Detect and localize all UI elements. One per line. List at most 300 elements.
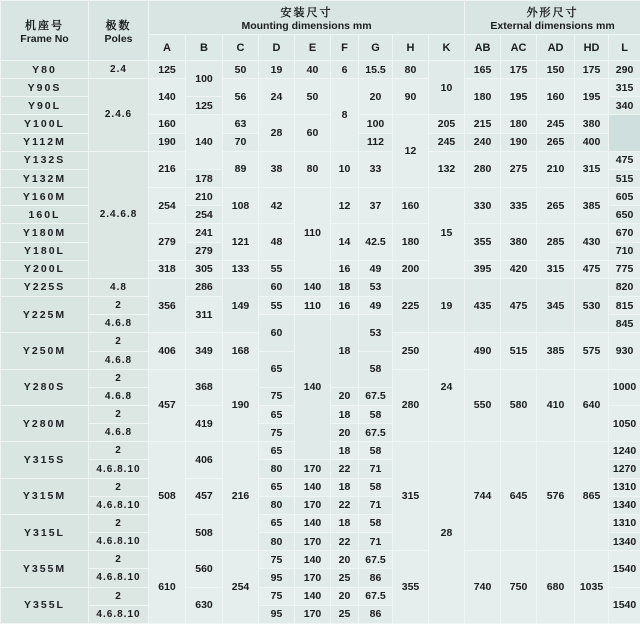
value-cell: 140: [295, 514, 331, 532]
frame-cell: Y355L: [1, 587, 89, 623]
poles-cell: 4.6.8: [89, 315, 149, 333]
value-cell: 515: [609, 169, 640, 187]
frame-cell: Y250M: [1, 333, 89, 369]
value-cell: 89: [223, 151, 259, 187]
value-cell: 50: [295, 79, 331, 115]
table-row: [1, 79, 640, 97]
value-cell: 71: [359, 533, 393, 551]
value-cell: 670: [609, 224, 640, 242]
value-cell: 70: [223, 133, 259, 151]
value-cell: 576: [537, 442, 575, 551]
value-cell: 50: [223, 61, 259, 79]
value-cell: 475: [501, 278, 537, 332]
value-cell: 95: [259, 569, 295, 587]
value-cell: 132: [429, 151, 465, 187]
column-header-AC: AC: [501, 35, 537, 61]
frame-cell: Y160M: [1, 188, 89, 206]
frame-cell: Y132M: [1, 169, 89, 187]
value-cell: 406: [149, 333, 186, 369]
poles-cell: 2: [89, 514, 149, 532]
value-cell: 20: [359, 79, 393, 115]
value-cell: 820: [609, 278, 640, 296]
value-cell: 385: [575, 188, 609, 224]
value-cell: 15: [429, 188, 465, 279]
value-cell: 19: [429, 278, 465, 332]
value-cell: 24: [259, 79, 295, 115]
value-cell: 195: [575, 79, 609, 115]
value-cell: 100: [186, 61, 223, 97]
frame-cell: Y315M: [1, 478, 89, 514]
poles-cell: 4.6.8: [89, 387, 149, 405]
value-cell: 49: [359, 297, 393, 315]
value-cell: 430: [575, 224, 609, 260]
value-cell: 10: [429, 61, 465, 115]
table-row: [1, 551, 640, 569]
value-cell: 25: [331, 569, 359, 587]
value-cell: 508: [186, 514, 223, 550]
value-cell: 65: [259, 351, 295, 387]
value-cell: 170: [295, 569, 331, 587]
value-cell: 65: [259, 514, 295, 532]
value-cell: 12: [331, 188, 359, 224]
value-cell: 16: [331, 297, 359, 315]
value-cell: 275: [501, 151, 537, 187]
value-cell: 110: [295, 297, 331, 315]
column-header-D: D: [259, 35, 295, 61]
value-cell: 680: [537, 551, 575, 624]
value-cell: 67.5: [359, 587, 393, 605]
frame-cell: 160L: [1, 206, 89, 224]
value-cell: 285: [537, 224, 575, 260]
value-cell: 18: [331, 442, 359, 460]
value-cell: 20: [331, 387, 359, 405]
value-cell: 210: [186, 188, 223, 206]
value-cell: 318: [149, 260, 186, 278]
value-cell: 121: [223, 224, 259, 260]
frame-cell: Y225M: [1, 297, 89, 333]
poles-cell: 4.6.8.10: [89, 460, 149, 478]
value-cell: 18: [331, 514, 359, 532]
header-mounting-dimensions: [149, 1, 465, 35]
table-body: [1, 61, 640, 624]
column-header-K: K: [429, 35, 465, 61]
value-cell: 400: [575, 133, 609, 151]
poles-cell: 2: [89, 478, 149, 496]
value-cell: 165: [465, 61, 501, 79]
value-cell: 20: [331, 551, 359, 569]
value-cell: 305: [186, 260, 223, 278]
value-cell: 149: [223, 278, 259, 332]
header-external-zh: 外形尺寸: [526, 6, 579, 19]
value-cell: 930: [609, 333, 640, 369]
value-cell: 22: [331, 460, 359, 478]
poles-cell: 2: [89, 333, 149, 351]
value-cell: 42.5: [359, 224, 393, 260]
value-cell: 38: [259, 151, 295, 187]
value-cell: 254: [223, 551, 259, 624]
value-cell: 508: [149, 442, 186, 551]
value-cell: 170: [295, 460, 331, 478]
value-cell: 1540: [609, 587, 640, 623]
value-cell: 490: [465, 333, 501, 369]
value-cell: 48: [259, 224, 295, 260]
value-cell: 12: [393, 115, 429, 188]
frame-cell: Y225S: [1, 278, 89, 296]
column-header-B: B: [186, 35, 223, 61]
value-cell: 125: [149, 61, 186, 79]
frame-cell: Y280M: [1, 405, 89, 441]
value-cell: 190: [501, 133, 537, 151]
value-cell: 356: [149, 278, 186, 332]
value-cell: 225: [393, 278, 429, 332]
frame-cell: Y132S: [1, 151, 89, 169]
value-cell: 80: [295, 151, 331, 187]
value-cell: 24: [429, 333, 465, 442]
value-cell: 645: [501, 442, 537, 551]
poles-cell: 4.6.8: [89, 424, 149, 442]
value-cell: 254: [186, 206, 223, 224]
value-cell: 1540: [609, 551, 640, 587]
value-cell: 1340: [609, 496, 640, 514]
value-cell: 108: [223, 188, 259, 224]
poles-cell: 4.6.8.10: [89, 605, 149, 623]
poles-cell: 2: [89, 297, 149, 315]
column-header-AB: AB: [465, 35, 501, 61]
value-cell: 385: [537, 333, 575, 369]
value-cell: 330: [465, 188, 501, 224]
value-cell: 210: [537, 151, 575, 187]
value-cell: 575: [575, 333, 609, 369]
value-cell: 75: [259, 551, 295, 569]
poles-cell: 2.4: [89, 61, 149, 79]
value-cell: 125: [186, 97, 223, 115]
value-cell: 195: [501, 79, 537, 115]
value-cell: 245: [537, 115, 575, 133]
value-cell: 58: [359, 405, 393, 423]
value-cell: 140: [186, 115, 223, 169]
value-cell: 475: [575, 260, 609, 278]
value-cell: 60: [259, 315, 295, 351]
value-cell: 1310: [609, 514, 640, 532]
value-cell: 60: [259, 278, 295, 296]
value-cell: 80: [259, 496, 295, 514]
header-mounting-en: Mounting dimensions mm: [241, 19, 372, 32]
value-cell: 160: [149, 115, 186, 133]
value-cell: 58: [359, 478, 393, 496]
value-cell: 865: [575, 442, 609, 551]
value-cell: 279: [149, 224, 186, 260]
value-cell: 80: [259, 533, 295, 551]
frame-cell: Y280S: [1, 369, 89, 405]
value-cell: 640: [575, 369, 609, 442]
value-cell: 67.5: [359, 551, 393, 569]
value-cell: 240: [465, 133, 501, 151]
value-cell: 280: [393, 369, 429, 442]
value-cell: 580: [501, 369, 537, 442]
value-cell: 60: [295, 115, 331, 151]
value-cell: 65: [259, 442, 295, 460]
value-cell: 845: [609, 315, 640, 333]
poles-cell: 4.6.8.10: [89, 533, 149, 551]
value-cell: 216: [149, 151, 186, 187]
value-cell: 140: [149, 79, 186, 115]
value-cell: 280: [465, 151, 501, 187]
value-cell: 63: [223, 115, 259, 133]
value-cell: 315: [393, 442, 429, 551]
value-cell: 650: [609, 206, 640, 224]
column-header-E: E: [295, 35, 331, 61]
column-header-F: F: [331, 35, 359, 61]
value-cell: 100: [359, 115, 393, 133]
value-cell: 419: [186, 405, 223, 441]
header-external-dimensions: [465, 1, 640, 35]
poles-cell: 2.4.6.8: [89, 151, 149, 278]
value-cell: 355: [393, 551, 429, 624]
value-cell: 290: [609, 61, 640, 79]
value-cell: 1270: [609, 460, 640, 478]
frame-cell: Y355M: [1, 551, 89, 587]
column-header-G: G: [359, 35, 393, 61]
poles-cell: 4.6.8.10: [89, 496, 149, 514]
value-cell: 80: [259, 460, 295, 478]
value-cell: 315: [575, 151, 609, 187]
value-cell: 368: [186, 369, 223, 405]
value-cell: 20: [331, 424, 359, 442]
value-cell: 1035: [575, 551, 609, 624]
value-cell: 380: [575, 115, 609, 133]
value-cell: 1340: [609, 533, 640, 551]
value-cell: 200: [393, 260, 429, 278]
value-cell: 18: [331, 315, 359, 388]
value-cell: 160: [537, 79, 575, 115]
value-cell: 515: [501, 333, 537, 369]
header-mounting-zh: 安装尺寸: [280, 6, 333, 19]
value-cell: 56: [223, 79, 259, 115]
value-cell: 180: [465, 79, 501, 115]
value-cell: 345: [537, 278, 575, 332]
value-cell: 140: [295, 587, 331, 605]
value-cell: 475: [609, 151, 640, 169]
column-header-A: A: [149, 35, 186, 61]
poles-cell: 2: [89, 551, 149, 569]
value-cell: 815: [609, 297, 640, 315]
value-cell: 311: [186, 297, 223, 333]
frame-cell: Y112M: [1, 133, 89, 151]
value-cell: 190: [223, 369, 259, 442]
value-cell: 279: [186, 242, 223, 260]
value-cell: 55: [259, 297, 295, 315]
value-cell: 190: [149, 133, 186, 151]
value-cell: 22: [331, 496, 359, 514]
value-cell: 110: [295, 188, 331, 279]
value-cell: 95: [259, 605, 295, 623]
frame-cell: Y200L: [1, 260, 89, 278]
value-cell: 67.5: [359, 424, 393, 442]
value-cell: 560: [186, 551, 223, 587]
value-cell: 19: [259, 61, 295, 79]
value-cell: 1050: [609, 405, 640, 441]
value-cell: 710: [609, 242, 640, 260]
header-poles-zh: 极数: [105, 19, 132, 32]
column-header-L: L: [609, 35, 640, 61]
value-cell: 14: [331, 224, 359, 260]
value-cell: 55: [259, 260, 295, 278]
frame-cell: Y80: [1, 61, 89, 79]
value-cell: 215: [465, 115, 501, 133]
value-cell: 75: [259, 424, 295, 442]
value-cell: 775: [609, 260, 640, 278]
value-cell: 140: [295, 315, 331, 460]
value-cell: 605: [609, 188, 640, 206]
poles-cell: 4.8: [89, 278, 149, 296]
value-cell: 744: [465, 442, 501, 551]
value-cell: 178: [186, 169, 223, 187]
value-cell: 86: [359, 569, 393, 587]
value-cell: 58: [359, 514, 393, 532]
value-cell: 65: [259, 478, 295, 496]
value-cell: 53: [359, 315, 393, 351]
value-cell: 40: [295, 61, 331, 79]
value-cell: 1000: [609, 369, 640, 405]
value-cell: 140: [295, 478, 331, 496]
value-cell: 170: [295, 605, 331, 623]
value-cell: 75: [259, 587, 295, 605]
value-cell: 245: [429, 133, 465, 151]
header-frame-no: [1, 1, 89, 61]
value-cell: 380: [501, 224, 537, 260]
value-cell: 170: [295, 533, 331, 551]
value-cell: 71: [359, 460, 393, 478]
value-cell: 150: [537, 61, 575, 79]
table-row: [1, 61, 640, 79]
value-cell: 340: [609, 97, 640, 115]
value-cell: 58: [359, 442, 393, 460]
value-cell: 180: [393, 224, 429, 260]
poles-cell: 2: [89, 369, 149, 387]
value-cell: 75: [259, 387, 295, 405]
value-cell: 90: [393, 79, 429, 115]
value-cell: 37: [359, 188, 393, 224]
value-cell: 406: [186, 442, 223, 478]
value-cell: 435: [465, 278, 501, 332]
value-cell: 335: [501, 188, 537, 224]
value-cell: 630: [186, 587, 223, 623]
poles-cell: 2: [89, 405, 149, 423]
poles-cell: 2.4.6: [89, 79, 149, 152]
frame-cell: Y315S: [1, 442, 89, 478]
value-cell: 16: [331, 260, 359, 278]
table-row: [1, 151, 640, 169]
value-cell: 1240: [609, 442, 640, 460]
frame-cell: Y90S: [1, 79, 89, 97]
header-poles: [89, 1, 149, 61]
column-header-AD: AD: [537, 35, 575, 61]
value-cell: 49: [359, 260, 393, 278]
value-cell: 254: [149, 188, 186, 224]
column-header-H: H: [393, 35, 429, 61]
header-frame-no-zh: 机座号: [25, 19, 64, 32]
value-cell: 550: [465, 369, 501, 442]
value-cell: 250: [393, 333, 429, 369]
value-cell: 58: [359, 351, 393, 387]
header-frame-no-en: Frame No: [20, 32, 69, 45]
poles-cell: 4.6.8.10: [89, 569, 149, 587]
table-row: [1, 278, 640, 296]
value-cell: 410: [537, 369, 575, 442]
value-cell: 160: [393, 188, 429, 224]
value-cell: 420: [501, 260, 537, 278]
value-cell: 265: [537, 188, 575, 224]
value-cell: 530: [575, 278, 609, 332]
value-cell: 355: [465, 224, 501, 260]
value-cell: 18: [331, 405, 359, 423]
value-cell: 750: [501, 551, 537, 624]
value-cell: 112: [359, 133, 393, 151]
value-cell: 216: [223, 442, 259, 551]
value-cell: 175: [501, 61, 537, 79]
value-cell: 80: [393, 61, 429, 79]
poles-cell: 2: [89, 442, 149, 460]
value-cell: 170: [295, 496, 331, 514]
table-header: [1, 1, 640, 61]
value-cell: 168: [223, 333, 259, 369]
header-external-en: External dimensions mm: [490, 19, 615, 32]
frame-cell: Y100L: [1, 115, 89, 133]
value-cell: 175: [575, 61, 609, 79]
value-cell: 18: [331, 478, 359, 496]
value-cell: 71: [359, 496, 393, 514]
column-header-C: C: [223, 35, 259, 61]
value-cell: 457: [149, 369, 186, 442]
poles-cell: 4.6.8: [89, 351, 149, 369]
value-cell: 67.5: [359, 387, 393, 405]
value-cell: 395: [465, 260, 501, 278]
frame-cell: Y315L: [1, 514, 89, 550]
value-cell: 241: [186, 224, 223, 242]
value-cell: 22: [331, 533, 359, 551]
value-cell: 25: [331, 605, 359, 623]
value-cell: 65: [259, 405, 295, 423]
value-cell: 15.5: [359, 61, 393, 79]
value-cell: 180: [501, 115, 537, 133]
value-cell: 349: [186, 333, 223, 369]
frame-cell: Y180M: [1, 224, 89, 242]
value-cell: 315: [537, 260, 575, 278]
value-cell: 205: [429, 115, 465, 133]
value-cell: 265: [537, 133, 575, 151]
value-cell: 53: [359, 278, 393, 296]
value-cell: 33: [359, 151, 393, 187]
frame-cell: Y90L: [1, 97, 89, 115]
value-cell: 28: [259, 115, 295, 151]
poles-cell: 2: [89, 587, 149, 605]
value-cell: 6: [331, 61, 359, 79]
value-cell: 140: [295, 278, 331, 296]
value-cell: 610: [149, 551, 186, 624]
column-header-HD: HD: [575, 35, 609, 61]
value-cell: 315: [609, 79, 640, 97]
header-poles-en: Poles: [104, 32, 133, 45]
value-cell: 133: [223, 260, 259, 278]
value-cell: 20: [331, 587, 359, 605]
value-cell: 457: [186, 478, 223, 514]
value-cell: 42: [259, 188, 295, 224]
value-cell: 1310: [609, 478, 640, 496]
value-cell: 8: [331, 79, 359, 152]
value-cell: 740: [465, 551, 501, 624]
value-cell: 18: [331, 278, 359, 296]
value-cell: 86: [359, 605, 393, 623]
